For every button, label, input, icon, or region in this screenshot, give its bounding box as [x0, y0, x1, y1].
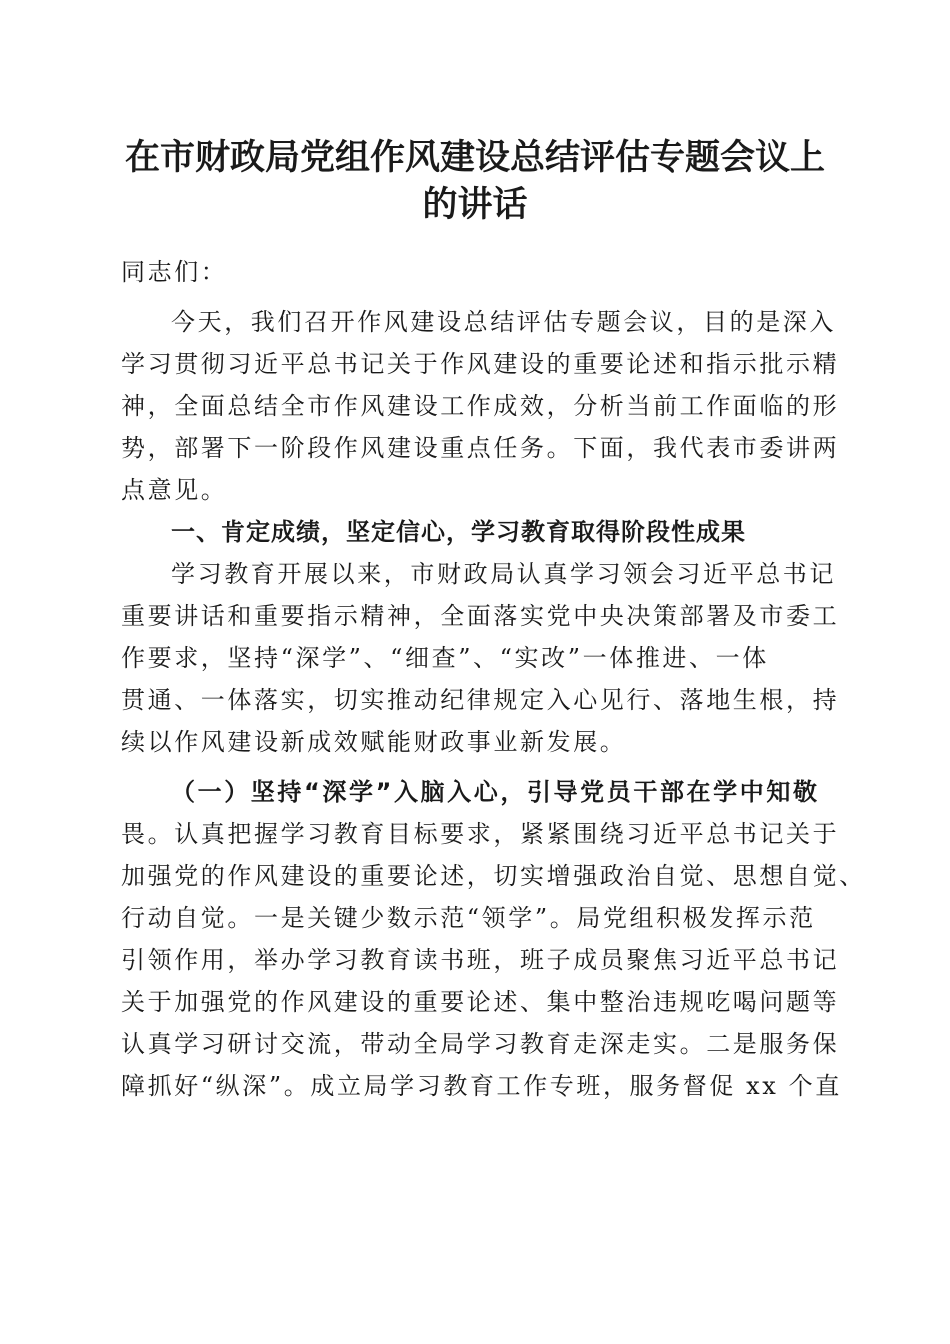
subsection-line: 畏。认真把握学习教育目标要求，紧紧围绕习近平总书记关于 — [121, 820, 840, 848]
document-title — [110, 134, 840, 228]
subsection-line: 障抓好“纵深”。成立局学习教育工作专班，服务督促 xx 个直 — [121, 1072, 842, 1100]
subsection-line: 认真学习研讨交流，带动全局学习教育走深走实。二是服务保 — [121, 1030, 840, 1058]
subsection-heading: （一）坚持“深学”入脑入心，引导党员干部在学中知敬 — [171, 778, 820, 806]
section-line: 贯通、一体落实，切实推动纪律规定入心见行、落地生根，持 — [121, 686, 840, 714]
subsection-line: 关于加强党的作风建设的重要论述、集中整治违规吃喝问题等 — [121, 988, 840, 1016]
section-line: 重要讲话和重要指示精神，全面落实党中央决策部署及市委工 — [121, 602, 840, 630]
intro-line: 今天，我们召开作风建设总结评估专题会议，目的是深入 — [171, 308, 836, 336]
document-body — [121, 251, 866, 1107]
subsection-line: 引领作用，举办学习教育读书班，班子成员聚焦习近平总书记 — [121, 946, 840, 974]
section-line: 续以作风建设新成效赋能财政事业新发展。 — [121, 728, 627, 756]
section-line: 作要求，坚持“深学”、“细查”、“实改”一体推进、一体 — [121, 644, 769, 672]
intro-line: 点意见。 — [121, 476, 228, 504]
subsection-line: 加强党的作风建设的重要论述，切实增强政治自觉、思想自觉、 — [121, 862, 866, 890]
title-line-2: 的讲话 — [422, 184, 528, 225]
section-line: 学习教育开展以来，市财政局认真学习领会习近平总书记 — [171, 560, 836, 588]
title-line-1: 在市财政局党组作风建设总结评估专题会议上 — [124, 137, 825, 178]
section-heading: 一、肯定成绩，坚定信心，学习教育取得阶段性成果 — [171, 518, 746, 546]
salutation: 同志们： — [121, 258, 228, 286]
intro-line: 势，部署下一阶段作风建设重点任务。下面，我代表市委讲两 — [121, 434, 840, 462]
intro-line: 神，全面总结全市作风建设工作成效，分析当前工作面临的形 — [121, 392, 840, 420]
subsection-line: 行动自觉。一是关键少数示范“领学”。局党组积极发挥示范 — [121, 904, 816, 932]
intro-line: 学习贯彻习近平总书记关于作风建设的重要论述和指示批示精 — [121, 350, 840, 378]
